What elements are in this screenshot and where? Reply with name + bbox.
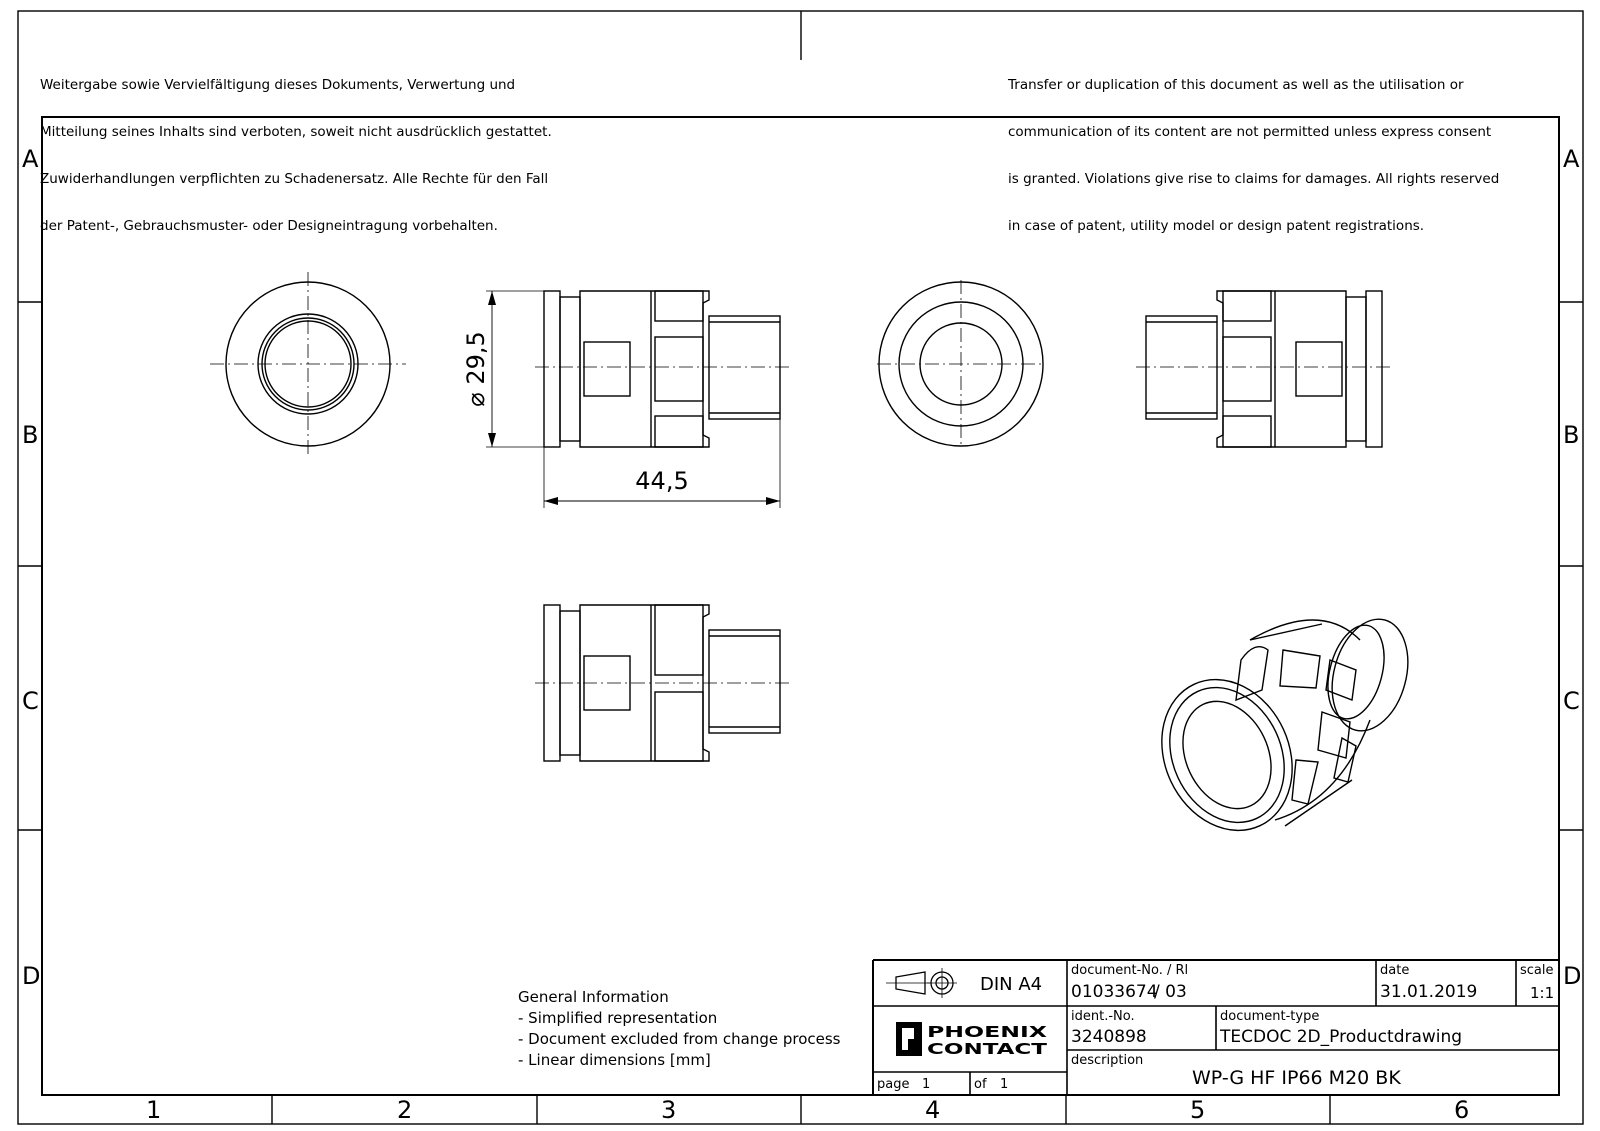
page-number: 1 (922, 1077, 931, 1092)
document-type: TECDOC 2D_Productdrawing (1220, 1027, 1463, 1047)
diameter-symbol: ⌀ (462, 392, 490, 407)
row-label-right: B (1563, 421, 1580, 449)
row-label-right: D (1563, 962, 1582, 990)
description: WP-G HF IP66 M20 BK (1192, 1067, 1401, 1089)
sheet-format: DIN A4 (980, 974, 1043, 995)
document-no-label: document-No. / Rl (1071, 963, 1189, 978)
ident-label: ident.-No. (1071, 1009, 1135, 1024)
row-label-left: C (22, 687, 39, 715)
row-label-left: A (22, 145, 39, 173)
logo-text: CONTACT (927, 1040, 1049, 1058)
notice-line: der Patent-, Gebrauchsmuster- oder Designeintragung vorbehalten. (40, 217, 498, 234)
side-view-lower (535, 605, 790, 761)
row-label-right: A (1563, 145, 1580, 173)
legal-notice-german (40, 47, 552, 250)
notice-line: Mitteilung seines Inhalts sind verboten, soweit nicht ausdrücklich gestattet. (40, 123, 552, 140)
column-label: 1 (146, 1096, 162, 1124)
legal-notice-english (1008, 47, 1499, 250)
side-view-mirrored (1136, 291, 1390, 447)
projection-symbol-icon (886, 968, 957, 998)
general-info-item: - Document excluded from change process (518, 1030, 841, 1048)
notice-line: in case of patent, utility model or design patent registrations. (1008, 217, 1425, 234)
general-info-item: - Linear dimensions [mm] (518, 1051, 711, 1069)
row-label-left: B (22, 421, 39, 449)
column-label: 3 (661, 1096, 677, 1124)
general-info-item: - Simplified representation (518, 1009, 718, 1027)
notice-line: Zuwiderhandlungen verpflichten zu Schadenersatz. Alle Rechte für den Fall (40, 170, 549, 187)
document-no: 01033674 (1071, 982, 1158, 1002)
notice-line: is granted. Violations give rise to claims for damages. All rights reserved (1008, 170, 1500, 187)
scale: 1:1 (1530, 984, 1555, 1002)
end-view-left (210, 272, 406, 456)
notice-line: communication of its content are not permitted unless express consent (1008, 123, 1492, 140)
row-label-right: C (1563, 687, 1580, 715)
revision: / 03 (1154, 982, 1187, 1002)
date: 31.01.2019 (1380, 982, 1478, 1002)
ident-number: 3240898 (1071, 1027, 1147, 1047)
scale-label: scale (1520, 963, 1554, 978)
column-label: 5 (1190, 1096, 1206, 1124)
row-label-left: D (22, 962, 41, 990)
end-view-right (877, 280, 1045, 448)
length-dimension-label: 44,5 (635, 467, 689, 495)
column-ticks (272, 1095, 1330, 1124)
isometric-view (1138, 611, 1420, 852)
description-label: description (1071, 1053, 1144, 1068)
phoenix-contact-logo (896, 1022, 1048, 1058)
column-label: 4 (925, 1096, 941, 1124)
column-label: 2 (397, 1096, 413, 1124)
total-pages: 1 (1000, 1077, 1009, 1092)
row-ticks (18, 302, 1583, 830)
document-type-label: document-type (1220, 1009, 1320, 1024)
drawing-frame (42, 117, 1559, 1095)
notice-line: Transfer or duplication of this document as well as the utilisation or (1008, 77, 1464, 94)
diameter-dimension-label: ⌀ 29,5 (462, 331, 490, 407)
column-label: 6 (1454, 1096, 1470, 1124)
of-label: of (974, 1077, 987, 1092)
logo-text: PHOENIX (927, 1023, 1048, 1041)
page-label: page (877, 1077, 910, 1092)
date-label: date (1380, 963, 1410, 978)
general-info-title: General Information (518, 988, 669, 1006)
notice-line: Weitergabe sowie Vervielfältigung dieses Dokuments, Verwertung und (40, 77, 516, 94)
